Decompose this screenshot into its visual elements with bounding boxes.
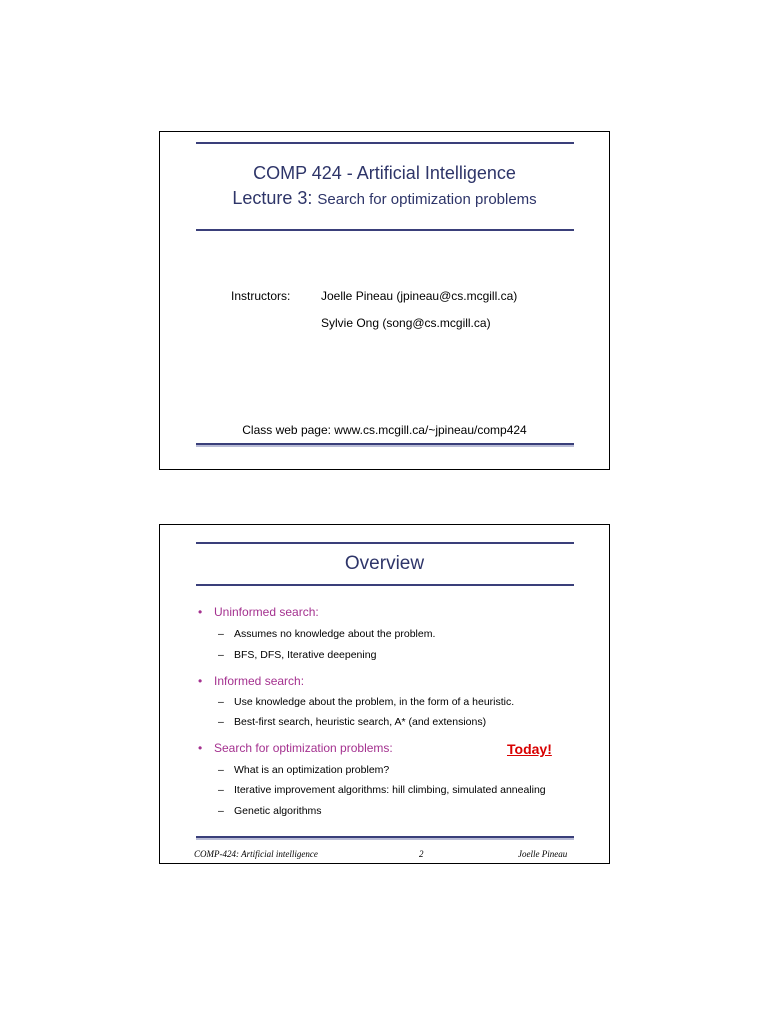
instructor-1: Joelle Pineau (jpineau@cs.mcgill.ca) <box>321 289 518 303</box>
instructors-label: Instructors: <box>231 289 291 303</box>
bottom-rule <box>196 443 574 445</box>
bullet-informed: • Informed search: <box>198 674 305 688</box>
lecture-prefix: Lecture 3: <box>232 188 313 208</box>
top-rule <box>196 542 574 544</box>
bullet-uninformed: • Uninformed search: <box>198 605 319 619</box>
lecture-topic: Search for optimization problems <box>317 191 537 208</box>
list-item: – Assumes no knowledge about the problem. <box>218 628 436 640</box>
footer-rule <box>196 836 574 838</box>
title-rule <box>196 229 574 231</box>
slide-1 <box>159 131 610 470</box>
list-item: – Use knowledge about the problem, in the form of a heuristic. <box>218 696 515 708</box>
list-item: – BFS, DFS, Iterative deepening <box>218 649 377 661</box>
slide-2 <box>159 524 610 864</box>
class-web-page: Class web page: www.cs.mcgill.ca/~jpineau/comp424 <box>242 423 527 437</box>
course-title: COMP 424 - Artificial Intelligence <box>253 163 516 183</box>
instructor-2: Sylvie Ong (song@cs.mcgill.ca) <box>321 316 491 330</box>
footer-page-number: 2 <box>419 849 424 859</box>
list-item: – What is an optimization problem? <box>218 764 390 776</box>
list-item: – Genetic algorithms <box>218 805 322 817</box>
lecture-title <box>160 188 609 209</box>
list-item: – Iterative improvement algorithms: hill climbing, simulated annealing <box>218 784 546 796</box>
bullet-optimization: • Search for optimization problems: <box>198 741 393 755</box>
overview-title: Overview <box>344 553 425 574</box>
footer-author: Joelle Pineau <box>518 849 568 859</box>
title-rule <box>196 584 574 586</box>
footer-course: COMP-424: Artificial intelligence <box>194 849 318 859</box>
list-item: – Best-first search, heuristic search, A* (and extensions) <box>218 716 487 728</box>
today-label: Today! <box>507 741 552 757</box>
top-rule <box>196 142 574 144</box>
